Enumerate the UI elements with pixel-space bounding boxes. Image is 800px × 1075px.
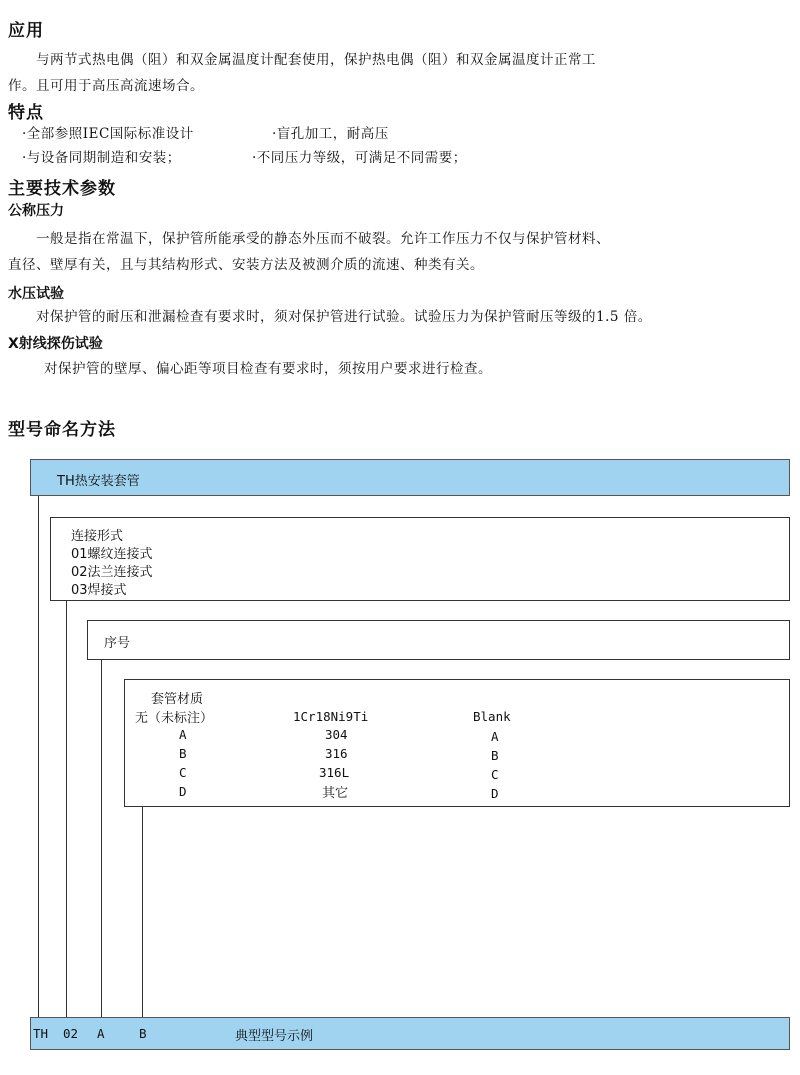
material-alt-code: B [491,748,499,763]
hydro-test-text: 对保护管的耐压和泄漏检查有要求时，须对保护管进行试验。试验压力为保护管耐压等级的1.5 倍。 [36,309,652,325]
connection-option: 03焊接式 [71,583,127,598]
subsection-title-nominal-pressure: 公称压力 [8,203,64,219]
material-title: 套管材质 [151,692,204,707]
connector-line [66,600,67,1017]
nominal-pressure-text-line2: 直径、壁厚有关，且与其结构形式、安装方法及被测介质的流速、种类有关。 [8,257,484,273]
material-code: B [179,746,187,761]
example-model-label: 典型型号示例 [235,1029,314,1044]
material-alt-code: D [491,786,499,801]
application-text-line2: 作。且可用于高压高流速场合。 [8,78,204,94]
connector-line [101,659,102,1017]
application-text-line1: 与两节式热电偶（阻）和双金属温度计配套使用，保护热电偶（阻）和双金属温度计正常工 [36,52,596,68]
example-code-material: B [139,1026,147,1041]
material-name: 其它 [322,786,349,801]
section-title-features: 特点 [8,103,44,123]
example-model-bar [30,1017,790,1050]
example-code-th: TH [33,1026,49,1041]
xray-test-text: 对保护管的壁厚、偏心距等项目检查有要求时，须按用户要求进行检查。 [44,361,492,377]
material-code: A [179,727,187,742]
material-alt-code: Blank [473,709,511,724]
material-code: 无（未标注） [135,711,214,726]
connection-option: 01螺纹连接式 [71,547,153,562]
subsection-title-hydro-test: 水压试验 [8,286,64,302]
section-title-naming: 型号命名方法 [8,420,116,440]
connection-type-title: 连接形式 [71,529,124,544]
nominal-pressure-text-line1: 一般是指在常温下，保护管所能承受的静态外压而不破裂。允许工作压力不仅与保护管材料、 [36,231,610,247]
feature-item: ·全部参照IEC国际标准设计 [22,126,194,142]
subsection-title-xray-test: X射线探伤试验 [8,336,103,352]
connection-type-box [50,517,790,601]
material-box [124,679,790,807]
feature-item: ·与设备同期制造和安装； [22,150,181,166]
material-name: 316L [319,765,350,780]
material-name: 316 [325,746,348,761]
diagram-header-title: TH热安装套管 [57,474,140,489]
example-code-serial: A [97,1026,105,1041]
material-code: D [179,784,187,799]
material-code: C [179,765,187,780]
connector-line [38,495,39,1017]
example-code-connection: 02 [63,1026,79,1041]
serial-number-box [87,620,790,660]
material-name: 304 [325,727,348,742]
feature-item: ·盲孔加工，耐高压 [272,126,389,142]
section-title-specs: 主要技术参数 [8,179,116,199]
connection-option: 02法兰连接式 [71,565,153,580]
connector-line [142,806,143,1017]
diagram-header-bar [30,459,790,496]
material-name: 1Cr18Ni9Ti [293,709,369,724]
section-title-application: 应用 [8,21,44,41]
material-alt-code: A [491,729,499,744]
material-alt-code: C [491,767,499,782]
serial-number-title: 序号 [104,636,131,651]
feature-item: ·不同压力等级，可满足不同需要； [252,150,467,166]
